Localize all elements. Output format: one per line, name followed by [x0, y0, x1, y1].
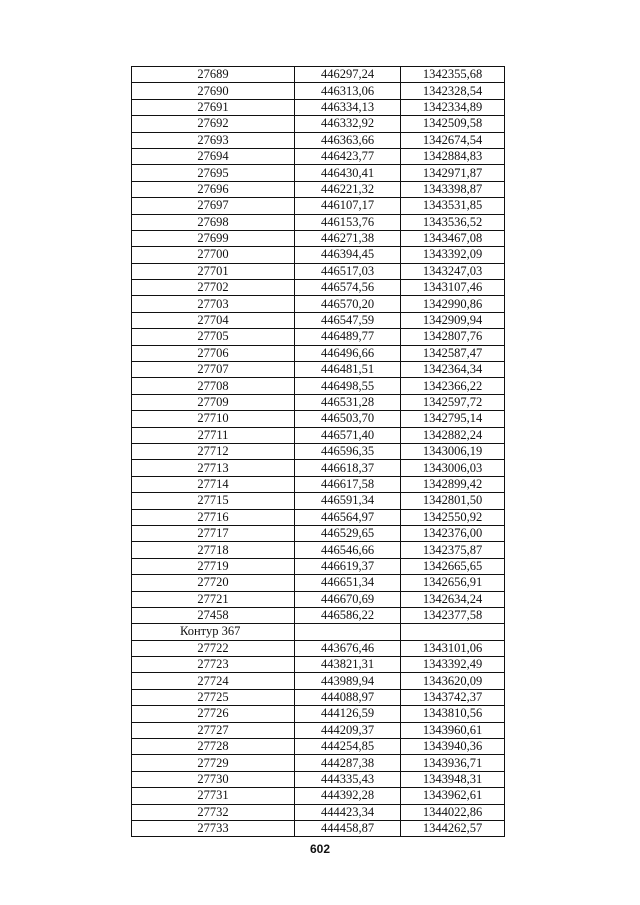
- table-row: [132, 509, 505, 525]
- x-coordinate-cell: 446574,56: [295, 280, 401, 296]
- y-coordinate-cell: 1342509,58: [401, 116, 505, 132]
- point-number-cell: 27712: [132, 443, 295, 459]
- x-coordinate-cell: 444126,59: [295, 706, 401, 722]
- x-coordinate-cell: 446670,69: [295, 591, 401, 607]
- table-row: [132, 67, 505, 83]
- y-coordinate-cell: 1343536,52: [401, 214, 505, 230]
- x-coordinate-cell: 446531,28: [295, 394, 401, 410]
- table-row: [132, 99, 505, 115]
- table-row: [132, 640, 505, 656]
- point-number-cell: 27723: [132, 657, 295, 673]
- table-row: [132, 476, 505, 492]
- table-row: [132, 378, 505, 394]
- table-row: [132, 312, 505, 328]
- y-coordinate-cell: 1343936,71: [401, 755, 505, 771]
- x-coordinate-cell: 446496,66: [295, 345, 401, 361]
- y-coordinate-cell: 1342550,92: [401, 509, 505, 525]
- x-coordinate-cell: 446221,32: [295, 181, 401, 197]
- table-row: [132, 181, 505, 197]
- table-row: [132, 165, 505, 181]
- y-coordinate-cell: 1343107,46: [401, 280, 505, 296]
- table-row: [132, 247, 505, 263]
- x-coordinate-cell: 444088,97: [295, 689, 401, 705]
- y-coordinate-cell: 1343398,87: [401, 181, 505, 197]
- contour-header-row: [132, 624, 505, 640]
- table-row: [132, 542, 505, 558]
- x-coordinate-cell: 446517,03: [295, 263, 401, 279]
- x-coordinate-cell: 446481,51: [295, 362, 401, 378]
- table-row: [132, 460, 505, 476]
- x-coordinate-cell: 444287,38: [295, 755, 401, 771]
- y-coordinate-cell: 1343006,03: [401, 460, 505, 476]
- table-row: [132, 558, 505, 574]
- y-coordinate-cell: 1342665,65: [401, 558, 505, 574]
- empty-cell: [295, 624, 401, 640]
- point-number-cell: 27692: [132, 116, 295, 132]
- y-coordinate-cell: 1343531,85: [401, 198, 505, 214]
- table-row: [132, 329, 505, 345]
- x-coordinate-cell: 446489,77: [295, 329, 401, 345]
- table-row: [132, 804, 505, 820]
- table-row: [132, 214, 505, 230]
- table-row: [132, 607, 505, 623]
- table-row: [132, 362, 505, 378]
- y-coordinate-cell: 1343960,61: [401, 722, 505, 738]
- table-row: [132, 591, 505, 607]
- y-coordinate-cell: 1342674,54: [401, 132, 505, 148]
- point-number-cell: 27724: [132, 673, 295, 689]
- point-number-cell: 27711: [132, 427, 295, 443]
- table-row: [132, 739, 505, 755]
- y-coordinate-cell: 1342971,87: [401, 165, 505, 181]
- point-number-cell: 27691: [132, 99, 295, 115]
- table-row: [132, 673, 505, 689]
- y-coordinate-cell: 1342990,86: [401, 296, 505, 312]
- x-coordinate-cell: 446546,66: [295, 542, 401, 558]
- y-coordinate-cell: 1342334,89: [401, 99, 505, 115]
- x-coordinate-cell: 444458,87: [295, 820, 401, 836]
- table-row: [132, 493, 505, 509]
- point-number-cell: 27715: [132, 493, 295, 509]
- x-coordinate-cell: 446334,13: [295, 99, 401, 115]
- table-row: [132, 575, 505, 591]
- table-row: [132, 83, 505, 99]
- point-number-cell: 27706: [132, 345, 295, 361]
- point-number-cell: 27693: [132, 132, 295, 148]
- point-number-cell: 27707: [132, 362, 295, 378]
- point-number-cell: 27732: [132, 804, 295, 820]
- y-coordinate-cell: 1343810,56: [401, 706, 505, 722]
- x-coordinate-cell: 446571,40: [295, 427, 401, 443]
- page-number: 602: [309, 842, 331, 856]
- point-number-cell: 27689: [132, 67, 295, 83]
- table-row: [132, 689, 505, 705]
- table-row: [132, 345, 505, 361]
- y-coordinate-cell: 1343467,08: [401, 230, 505, 246]
- y-coordinate-cell: 1342884,83: [401, 148, 505, 164]
- y-coordinate-cell: 1342634,24: [401, 591, 505, 607]
- y-coordinate-cell: 1342375,87: [401, 542, 505, 558]
- y-coordinate-cell: 1342587,47: [401, 345, 505, 361]
- table-row: [132, 230, 505, 246]
- y-coordinate-cell: 1343392,49: [401, 657, 505, 673]
- x-coordinate-cell: 446570,20: [295, 296, 401, 312]
- y-coordinate-cell: 1342656,91: [401, 575, 505, 591]
- table-row: [132, 198, 505, 214]
- point-number-cell: 27702: [132, 280, 295, 296]
- y-coordinate-cell: 1343101,06: [401, 640, 505, 656]
- coordinates-table: [131, 66, 505, 837]
- point-number-cell: 27719: [132, 558, 295, 574]
- y-coordinate-cell: 1344022,86: [401, 804, 505, 820]
- point-number-cell: 27727: [132, 722, 295, 738]
- x-coordinate-cell: 443821,31: [295, 657, 401, 673]
- point-number-cell: 27721: [132, 591, 295, 607]
- point-number-cell: 27710: [132, 411, 295, 427]
- x-coordinate-cell: 446107,17: [295, 198, 401, 214]
- x-coordinate-cell: 446430,41: [295, 165, 401, 181]
- point-number-cell: 27725: [132, 689, 295, 705]
- y-coordinate-cell: 1342801,50: [401, 493, 505, 509]
- x-coordinate-cell: 446498,55: [295, 378, 401, 394]
- coordinates-table-body: [132, 67, 505, 837]
- x-coordinate-cell: 446586,22: [295, 607, 401, 623]
- x-coordinate-cell: 446618,37: [295, 460, 401, 476]
- table-row: [132, 263, 505, 279]
- point-number-cell: 27717: [132, 525, 295, 541]
- y-coordinate-cell: 1342909,94: [401, 312, 505, 328]
- y-coordinate-cell: 1342795,14: [401, 411, 505, 427]
- x-coordinate-cell: 444209,37: [295, 722, 401, 738]
- point-number-cell: 27704: [132, 312, 295, 328]
- point-number-cell: 27733: [132, 820, 295, 836]
- point-number-cell: 27695: [132, 165, 295, 181]
- x-coordinate-cell: 446271,38: [295, 230, 401, 246]
- x-coordinate-cell: 446313,06: [295, 83, 401, 99]
- x-coordinate-cell: 446547,59: [295, 312, 401, 328]
- table-row: [132, 525, 505, 541]
- table-row: [132, 657, 505, 673]
- x-coordinate-cell: 446591,34: [295, 493, 401, 509]
- y-coordinate-cell: 1342377,58: [401, 607, 505, 623]
- point-number-cell: 27698: [132, 214, 295, 230]
- table-row: [132, 411, 505, 427]
- point-number-cell: 27722: [132, 640, 295, 656]
- x-coordinate-cell: 446297,24: [295, 67, 401, 83]
- table-row: [132, 788, 505, 804]
- x-coordinate-cell: 446617,58: [295, 476, 401, 492]
- x-coordinate-cell: 443676,46: [295, 640, 401, 656]
- y-coordinate-cell: 1342597,72: [401, 394, 505, 410]
- y-coordinate-cell: 1342899,42: [401, 476, 505, 492]
- point-number-cell: 27701: [132, 263, 295, 279]
- point-number-cell: 27690: [132, 83, 295, 99]
- table-row: [132, 394, 505, 410]
- x-coordinate-cell: 446363,66: [295, 132, 401, 148]
- x-coordinate-cell: 444254,85: [295, 739, 401, 755]
- y-coordinate-cell: 1342376,00: [401, 525, 505, 541]
- y-coordinate-cell: 1342364,34: [401, 362, 505, 378]
- y-coordinate-cell: 1343006,19: [401, 443, 505, 459]
- table-row: [132, 116, 505, 132]
- y-coordinate-cell: 1343940,36: [401, 739, 505, 755]
- table-row: [132, 443, 505, 459]
- x-coordinate-cell: 446529,65: [295, 525, 401, 541]
- y-coordinate-cell: 1342366,22: [401, 378, 505, 394]
- point-number-cell: 27716: [132, 509, 295, 525]
- point-number-cell: 27696: [132, 181, 295, 197]
- contour-label: Контур 367: [132, 624, 295, 640]
- y-coordinate-cell: 1344262,57: [401, 820, 505, 836]
- y-coordinate-cell: 1343392,09: [401, 247, 505, 263]
- table-row: [132, 706, 505, 722]
- y-coordinate-cell: 1342882,24: [401, 427, 505, 443]
- x-coordinate-cell: 444335,43: [295, 771, 401, 787]
- y-coordinate-cell: 1343247,03: [401, 263, 505, 279]
- table-row: [132, 820, 505, 836]
- point-number-cell: 27699: [132, 230, 295, 246]
- x-coordinate-cell: 446596,35: [295, 443, 401, 459]
- point-number-cell: 27729: [132, 755, 295, 771]
- y-coordinate-cell: 1343620,09: [401, 673, 505, 689]
- x-coordinate-cell: 446332,92: [295, 116, 401, 132]
- x-coordinate-cell: 444423,34: [295, 804, 401, 820]
- x-coordinate-cell: 446619,37: [295, 558, 401, 574]
- point-number-cell: 27703: [132, 296, 295, 312]
- x-coordinate-cell: 446394,45: [295, 247, 401, 263]
- point-number-cell: 27720: [132, 575, 295, 591]
- table-row: [132, 427, 505, 443]
- table-row: [132, 148, 505, 164]
- point-number-cell: 27700: [132, 247, 295, 263]
- point-number-cell: 27730: [132, 771, 295, 787]
- y-coordinate-cell: 1343948,31: [401, 771, 505, 787]
- y-coordinate-cell: 1342807,76: [401, 329, 505, 345]
- point-number-cell: 27697: [132, 198, 295, 214]
- x-coordinate-cell: 446564,97: [295, 509, 401, 525]
- x-coordinate-cell: 444392,28: [295, 788, 401, 804]
- x-coordinate-cell: 446153,76: [295, 214, 401, 230]
- point-number-cell: 27714: [132, 476, 295, 492]
- point-number-cell: 27713: [132, 460, 295, 476]
- point-number-cell: 27731: [132, 788, 295, 804]
- table-row: [132, 296, 505, 312]
- point-number-cell: 27458: [132, 607, 295, 623]
- y-coordinate-cell: 1342328,54: [401, 83, 505, 99]
- table-row: [132, 755, 505, 771]
- table-row: [132, 280, 505, 296]
- x-coordinate-cell: 446423,77: [295, 148, 401, 164]
- point-number-cell: 27718: [132, 542, 295, 558]
- table-row: [132, 771, 505, 787]
- x-coordinate-cell: 446503,70: [295, 411, 401, 427]
- empty-cell: [401, 624, 505, 640]
- point-number-cell: 27709: [132, 394, 295, 410]
- x-coordinate-cell: 446651,34: [295, 575, 401, 591]
- y-coordinate-cell: 1342355,68: [401, 67, 505, 83]
- table-row: [132, 132, 505, 148]
- y-coordinate-cell: 1343962,61: [401, 788, 505, 804]
- point-number-cell: 27705: [132, 329, 295, 345]
- point-number-cell: 27694: [132, 148, 295, 164]
- point-number-cell: 27708: [132, 378, 295, 394]
- point-number-cell: 27728: [132, 739, 295, 755]
- y-coordinate-cell: 1343742,37: [401, 689, 505, 705]
- x-coordinate-cell: 443989,94: [295, 673, 401, 689]
- table-row: [132, 722, 505, 738]
- point-number-cell: 27726: [132, 706, 295, 722]
